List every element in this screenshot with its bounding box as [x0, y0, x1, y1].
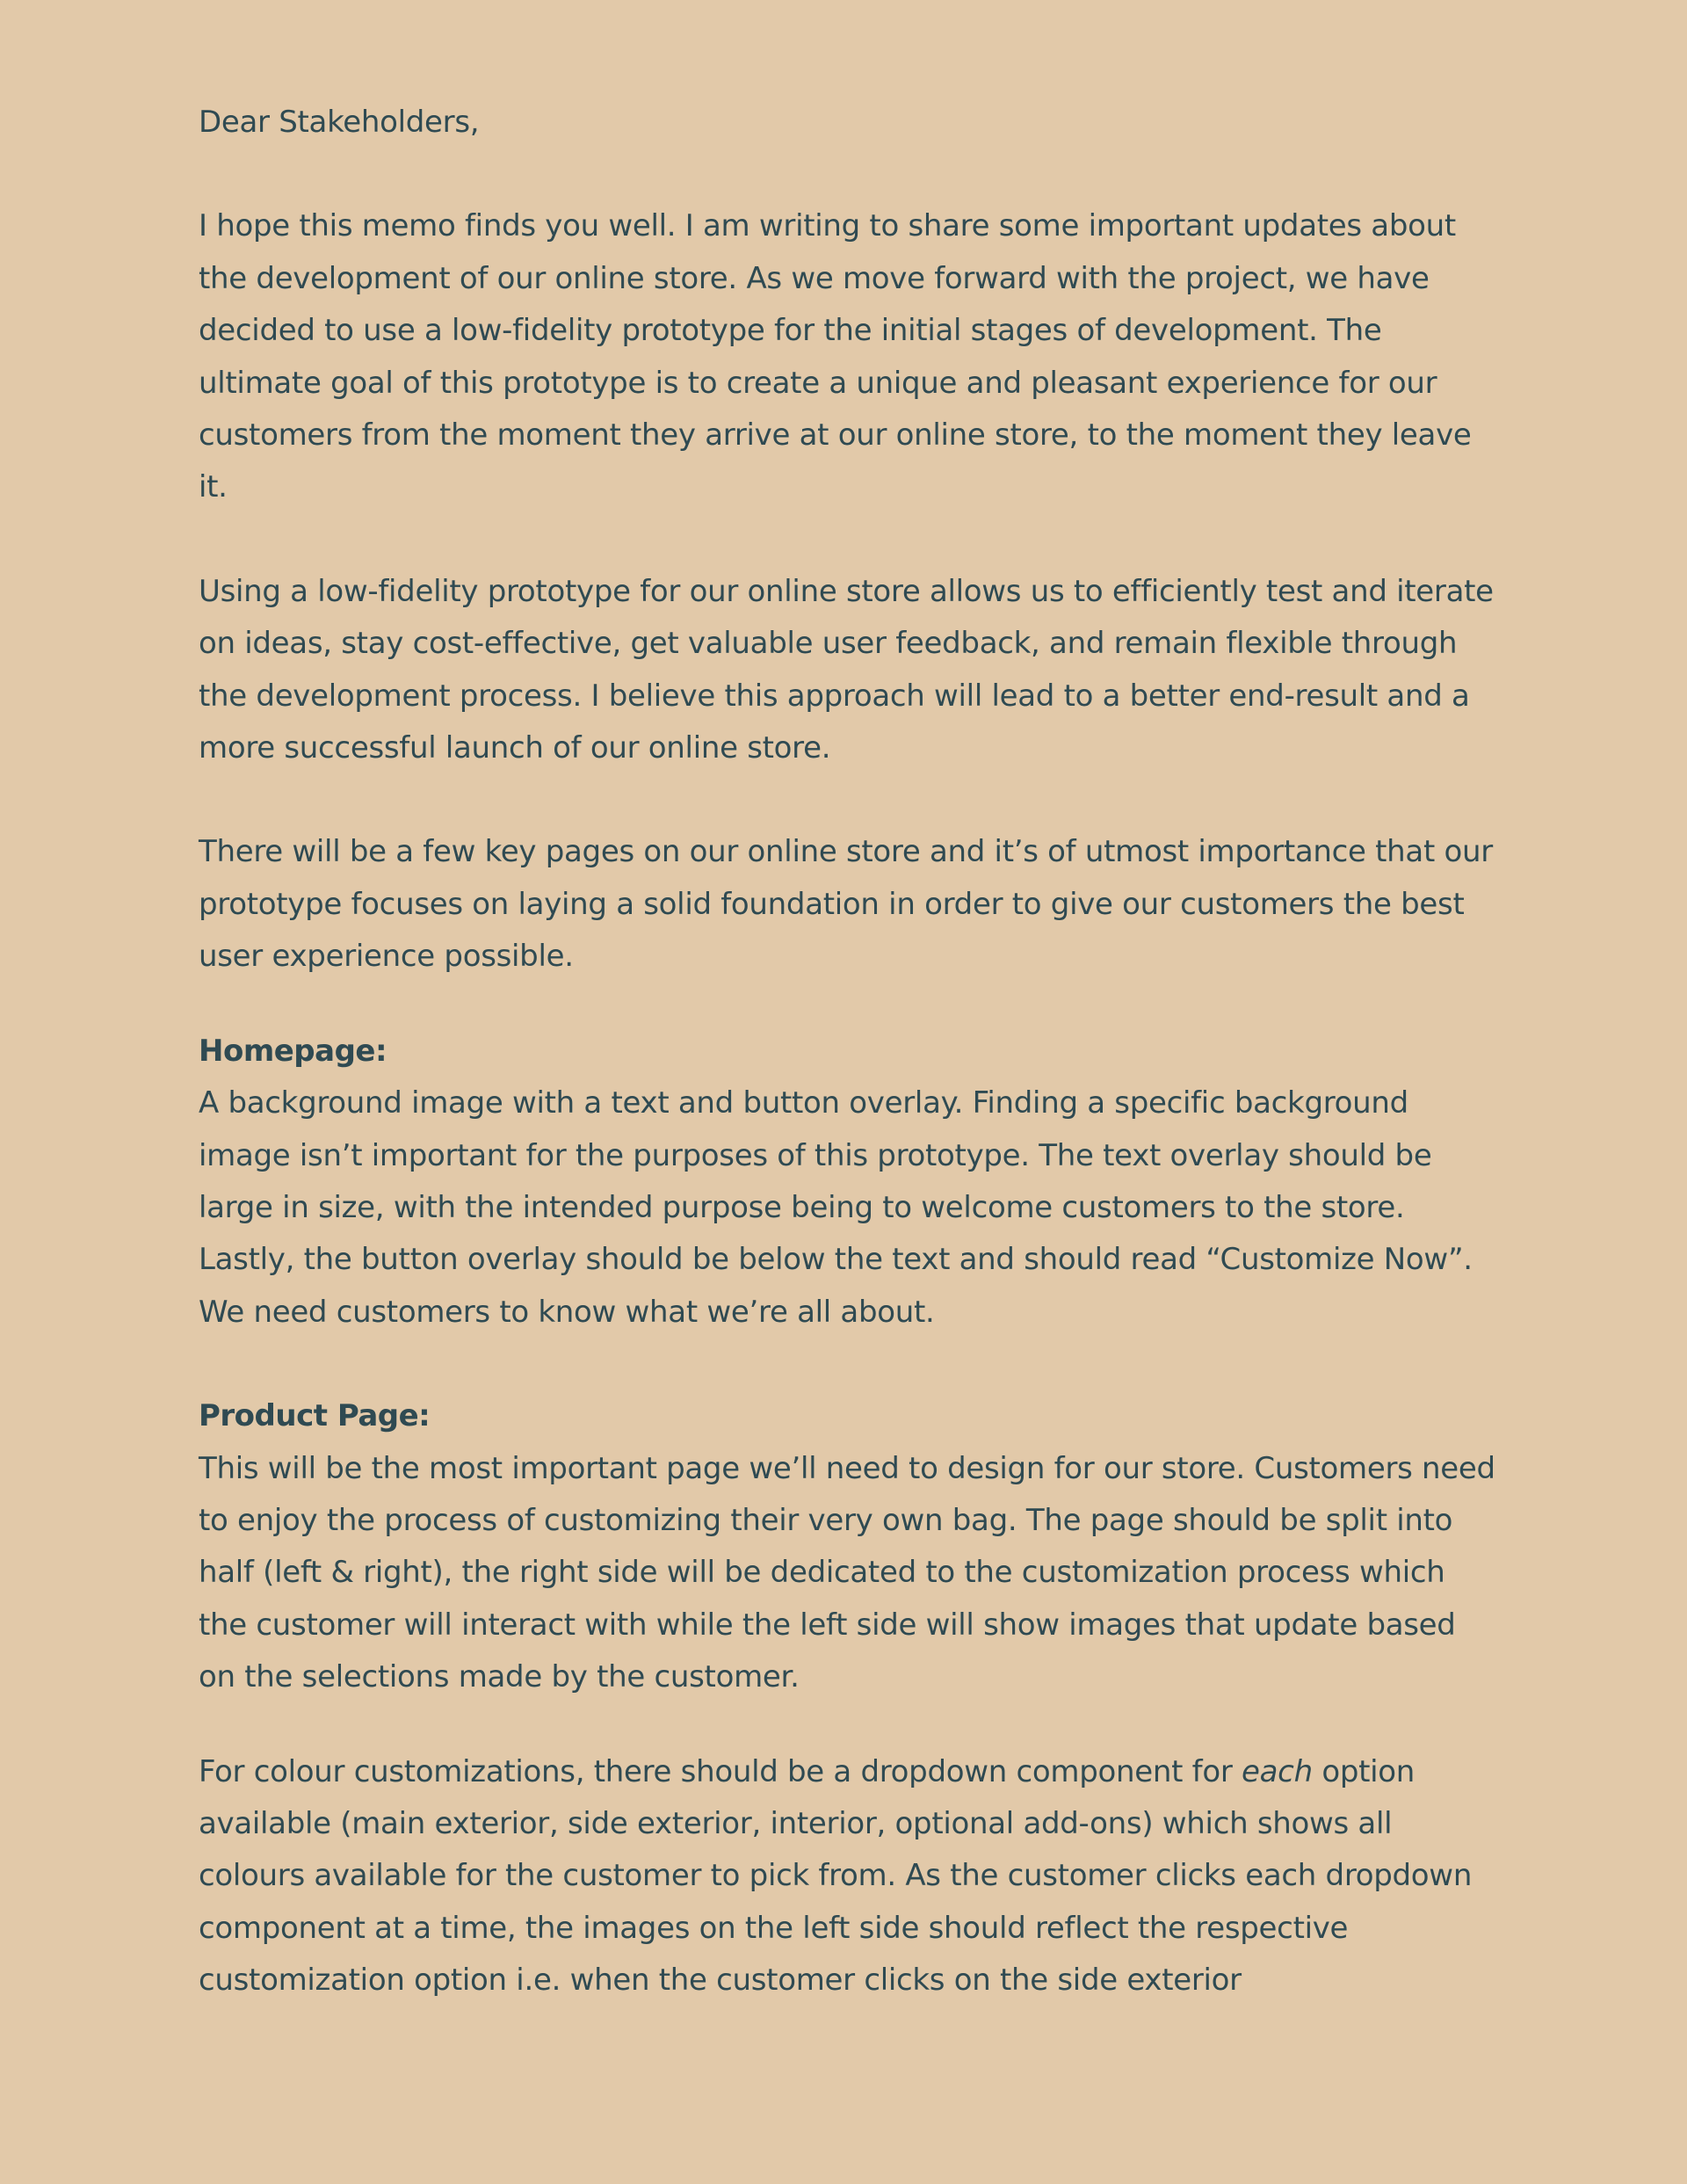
- memo-intro-paragraph: I hope this memo finds you well. I am writing to share some important updates about the development of our online store. As we move forward with the project, we have decided to use a low-fidelity prototype for the initial stages of development. The ultimate goal of this prototype is to create a unique and pleasant experience for our customers from the moment they arrive at our online store, to the moment they leave it.: [199, 208, 1472, 505]
- homepage-paragraph: A background image with a text and button overlay. Finding a specific background image isn’t important for the purposes of this prototype. The text overlay should be large in size, with the intended purpose being to welcome customers to the store. Lastly, the button overlay should be below the text and should read “Customize Now”. We need customers to know what we’re all about.: [199, 1085, 1473, 1330]
- homepage-section: [199, 1026, 1499, 1339]
- product-page-section: [199, 1390, 1499, 1703]
- product-page-heading: Product Page:: [199, 1398, 431, 1434]
- memo-document: [199, 97, 1499, 2007]
- product-page-paragraph: This will be the most important page we’ll need to design for our store. Customers need to enjoy the process of customizing their very own bag. The page should be split into half (left & right), the right side will be dedicated to the customization process which the customer will interact with while the left side will show images that update based on the selections made by the customer.: [199, 1450, 1495, 1695]
- colour-text-emphasis: each: [1242, 1753, 1313, 1789]
- memo-greeting: Dear Stakeholders,: [199, 105, 480, 140]
- memo-rationale-paragraph: Using a low-fidelity prototype for our online store allows us to efficiently test and iterate on ideas, stay cost-effective, get valuable user feedback, and remain flexible through the development process. I believe this approach will lead to a better end-result and a more successful launch of our online store.: [199, 573, 1494, 766]
- homepage-heading: Homepage:: [199, 1033, 387, 1069]
- colour-text-after: option available (main exterior, side exterior, interior, optional add-ons) which shows all colours available for the customer to pick from. As the customer clicks each dropdown component at a time, the images on the left side should reflect the respective customization option i.e. when the customer clicks on the side exterior: [199, 1753, 1473, 1999]
- memo-key-pages-paragraph: There will be a few key pages on our online store and it’s of utmost importance that our prototype focuses on laying a solid foundation in order to give our customers the best user experience possible.: [199, 834, 1493, 975]
- colour-text-before: For colour customizations, there should be a dropdown component for: [199, 1753, 1242, 1789]
- colour-customization-paragraph: [199, 1746, 1499, 2007]
